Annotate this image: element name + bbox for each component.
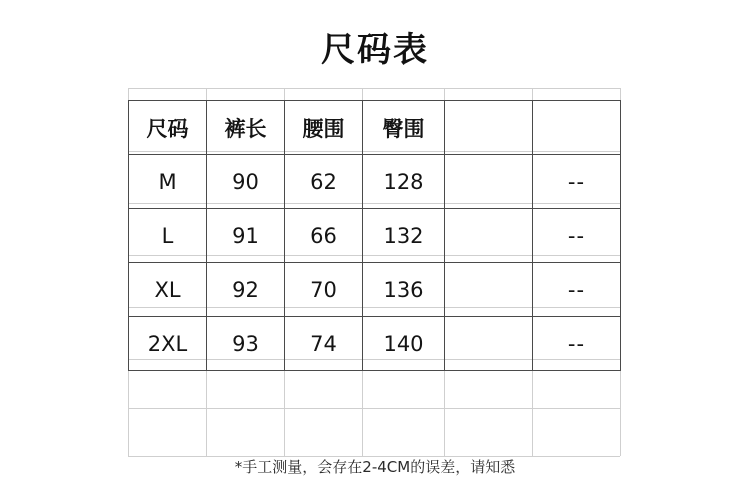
cell-blank-1: [445, 209, 533, 263]
cell-blank-1: [445, 317, 533, 371]
header-cell-blank-1: [445, 101, 533, 155]
grid-hline: [128, 408, 620, 409]
cell-hip: 136: [363, 263, 445, 317]
cell-waist: 74: [285, 317, 363, 371]
cell-blank-1: [445, 263, 533, 317]
header-cell-waist: 腰围: [285, 101, 363, 155]
grid-hline: [128, 88, 620, 89]
table-row: [129, 155, 621, 209]
header-cell-blank-2: [533, 101, 621, 155]
table-row: [129, 209, 621, 263]
cell-length: 92: [207, 263, 285, 317]
cell-length: 93: [207, 317, 285, 371]
cell-blank-2: --: [533, 209, 621, 263]
table-row: [129, 317, 621, 371]
cell-hip: 140: [363, 317, 445, 371]
cell-size: 2XL: [129, 317, 207, 371]
header-cell-length: 裤长: [207, 101, 285, 155]
header-cell-size: 尺码: [129, 101, 207, 155]
cell-length: 91: [207, 209, 285, 263]
size-table: [128, 100, 621, 371]
table-header-row: [129, 101, 621, 155]
cell-length: 90: [207, 155, 285, 209]
cell-blank-1: [445, 155, 533, 209]
cell-size: XL: [129, 263, 207, 317]
table-row: [129, 263, 621, 317]
cell-hip: 132: [363, 209, 445, 263]
cell-waist: 66: [285, 209, 363, 263]
cell-blank-2: --: [533, 317, 621, 371]
cell-waist: 62: [285, 155, 363, 209]
cell-hip: 128: [363, 155, 445, 209]
page-title: 尺码表: [321, 30, 429, 70]
cell-blank-2: --: [533, 263, 621, 317]
cell-waist: 70: [285, 263, 363, 317]
cell-size: M: [129, 155, 207, 209]
cell-size: L: [129, 209, 207, 263]
size-table-wrapper: [128, 100, 621, 371]
cell-blank-2: --: [533, 155, 621, 209]
measurement-footnote: *手工测量，会存在2-4CM的误差，请知悉: [234, 458, 516, 476]
header-cell-hip: 臀围: [363, 101, 445, 155]
